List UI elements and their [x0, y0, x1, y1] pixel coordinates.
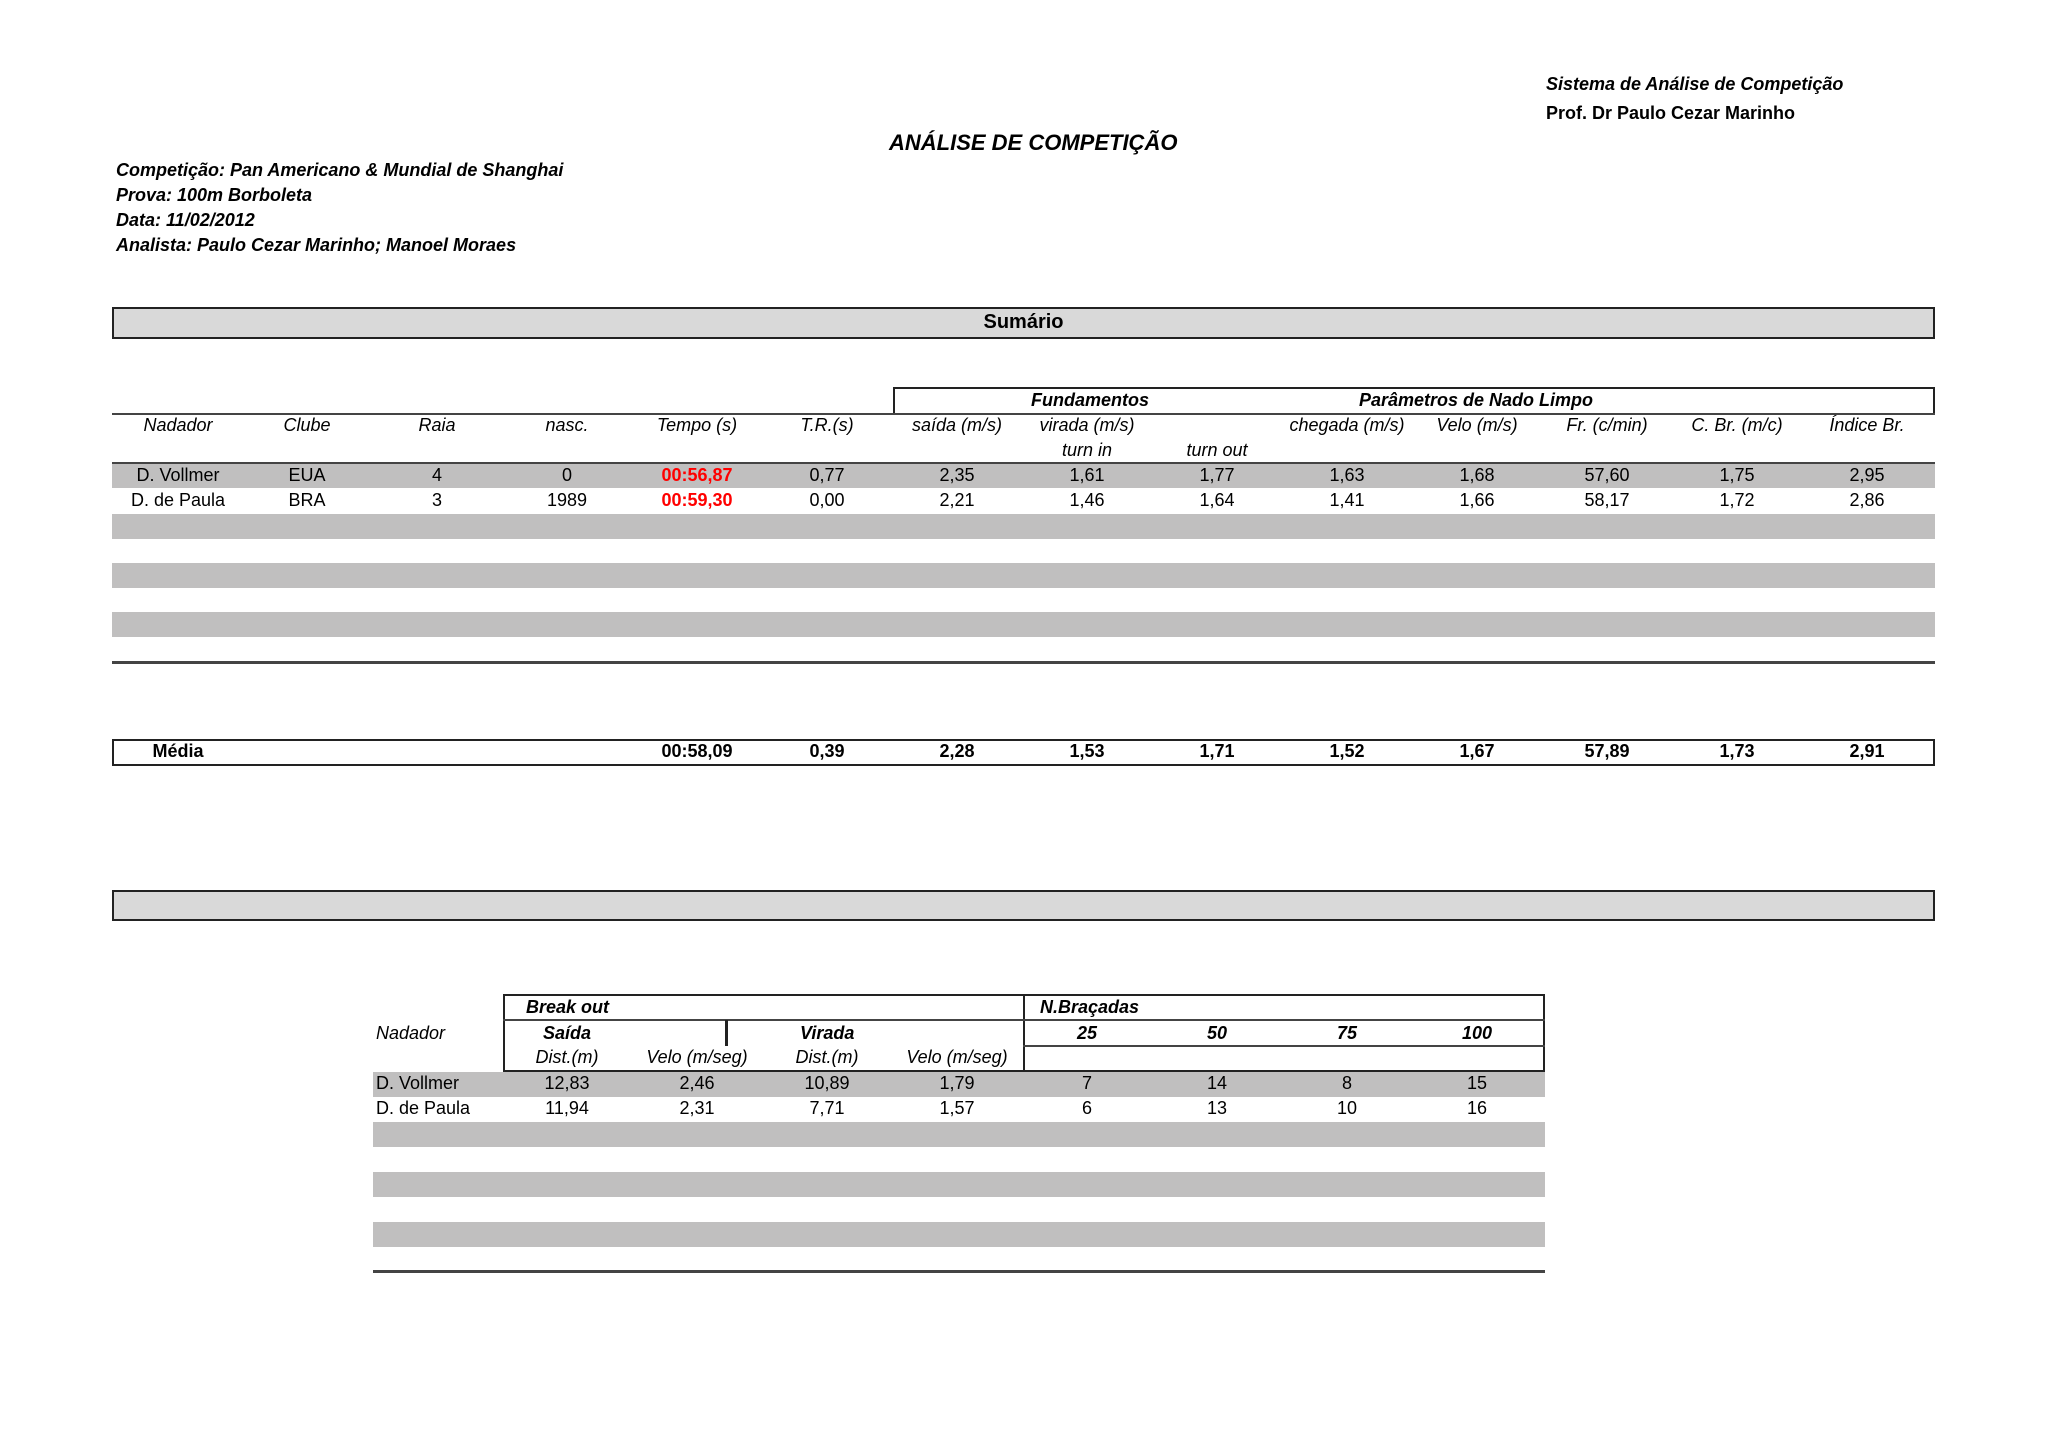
virada-label: Virada	[800, 1023, 855, 1043]
detail-cell-r0-c7: 8	[1341, 1073, 1352, 1093]
summary-cell-r0-c8: 1,77	[1199, 465, 1235, 485]
detail-row-shade-7	[373, 1222, 1545, 1247]
author-name: Prof. Dr Paulo Cezar Marinho	[1546, 103, 1796, 123]
page-title: ANÁLISE DE COMPETIÇÃO	[889, 130, 1178, 155]
rows-bottom-line	[112, 661, 1935, 664]
summary-cell-r0-c10: 1,68	[1459, 465, 1495, 485]
average-cell-0: Média	[152, 741, 204, 761]
summary-header-1: Clube	[283, 415, 331, 435]
summary-cell-r1-c13: 2,86	[1849, 490, 1885, 510]
detail-cell-r1-c8: 16	[1466, 1098, 1488, 1118]
summary-cell-r1-c2: 3	[431, 490, 442, 510]
virada-velo-label: Velo (m/seg)	[906, 1047, 1008, 1067]
detail-swimmer-r0: D. Vollmer	[376, 1073, 460, 1093]
row-shade-3	[112, 514, 1935, 539]
detail-swimmer-r1: D. de Paula	[376, 1098, 471, 1118]
bracadas-sub-line	[1023, 1045, 1545, 1047]
summary-cell-r1-c4: 00:59,30	[661, 490, 733, 510]
summary-title: Sumário	[983, 311, 1064, 333]
average-cell-6: 1,52	[1329, 741, 1365, 761]
summary-header-0: Nadador	[143, 415, 213, 435]
saida-dist-label: Dist.(m)	[535, 1047, 599, 1067]
average-cell-10: 2,91	[1849, 741, 1885, 761]
summary-header-13: Índice Br.	[1829, 415, 1905, 435]
saida-divider	[725, 1020, 728, 1046]
summary-header-10: Velo (m/s)	[1436, 415, 1518, 435]
average-cell-3: 2,28	[939, 741, 975, 761]
summary-cell-r0-c2: 4	[431, 465, 442, 485]
summary-cell-r0-c0: D. Vollmer	[136, 465, 220, 485]
detail-cell-r0-c4: 1,79	[939, 1073, 975, 1093]
summary-cell-r1-c0: D. de Paula	[130, 490, 226, 510]
summary-header-3: nasc.	[545, 415, 589, 435]
system-name: Sistema de Análise de Competição	[1546, 74, 1844, 94]
summary-cell-r0-c5: 0,77	[809, 465, 845, 485]
row-shade-7	[112, 612, 1935, 637]
analyst-label: Analista: Paulo Cezar Marinho; Manoel Moraes	[116, 235, 517, 255]
summary-header-6: saída (m/s)	[911, 415, 1003, 435]
lap-header-25: 25	[1076, 1023, 1098, 1043]
summary-cell-r1-c1: BRA	[288, 490, 326, 510]
bracadas-label: N.Braçadas	[1040, 997, 1140, 1017]
detail-cell-r0-c3: 10,89	[804, 1073, 850, 1093]
group-fundamentos: Fundamentos	[1030, 390, 1149, 410]
detail-cell-r0-c8: 15	[1466, 1073, 1488, 1093]
lap-header-50: 50	[1206, 1023, 1228, 1043]
summary-cell-r0-c12: 1,75	[1719, 465, 1755, 485]
detail-cell-r1-c6: 13	[1206, 1098, 1228, 1118]
summary-cell-r0-c7: 1,61	[1069, 465, 1105, 485]
saida-label: Saída	[543, 1023, 592, 1043]
subheader-turn-out: turn out	[1186, 440, 1248, 460]
average-cell-8: 57,89	[1584, 741, 1630, 761]
summary-cell-r0-c13: 2,95	[1849, 465, 1885, 485]
row-shade-5	[112, 563, 1935, 588]
virada-dist-label: Dist.(m)	[795, 1047, 859, 1067]
detail-cell-r1-c5: 6	[1081, 1098, 1092, 1118]
summary-cell-r0-c6: 2,35	[939, 465, 975, 485]
summary-header-4: Tempo (s)	[656, 415, 738, 435]
detail-row-shade-5	[373, 1172, 1545, 1197]
detail-cell-r0-c2: 2,46	[679, 1073, 715, 1093]
lap-header-75: 75	[1336, 1023, 1358, 1043]
summary-cell-r1-c7: 1,46	[1069, 490, 1105, 510]
date-label: Data: 11/02/2012	[116, 210, 255, 230]
detail-cell-r1-c1: 11,94	[545, 1098, 589, 1118]
detail-cell-r1-c3: 7,71	[809, 1098, 845, 1118]
summary-cell-r1-c10: 1,66	[1459, 490, 1495, 510]
summary-cell-r0-c11: 57,60	[1584, 465, 1630, 485]
detail-nadador-label: Nadador	[376, 1023, 446, 1043]
summary-header-12: C. Br. (m/c)	[1691, 415, 1783, 435]
summary-cell-r1-c5: 0,00	[809, 490, 845, 510]
average-cell-9: 1,73	[1719, 741, 1755, 761]
summary-cell-r1-c6: 2,21	[939, 490, 975, 510]
summary-cell-r0-c3: 0	[561, 465, 572, 485]
summary-cell-r1-c12: 1,72	[1719, 490, 1755, 510]
summary-cell-r1-c9: 1,41	[1329, 490, 1365, 510]
group-parametros: Parâmetros de Nado Limpo	[1358, 390, 1594, 410]
summary-cell-r0-c9: 1,63	[1329, 465, 1365, 485]
summary-cell-r1-c3: 1989	[546, 490, 588, 510]
summary-cell-r0-c4: 00:56,87	[661, 465, 733, 485]
detail-bottom-line	[373, 1270, 1545, 1273]
saida-velo-label: Velo (m/seg)	[646, 1047, 748, 1067]
detail-row-shade-3	[373, 1122, 1545, 1147]
subheader-turn-in: turn in	[1061, 440, 1113, 460]
summary-cell-r1-c8: 1,64	[1199, 490, 1235, 510]
detail-cell-r0-c6: 14	[1206, 1073, 1228, 1093]
detail-cell-r1-c2: 2,31	[679, 1098, 715, 1118]
break-out-label: Break out	[526, 997, 610, 1017]
detail-cell-r1-c7: 10	[1336, 1098, 1358, 1118]
average-cell-1: 00:58,09	[661, 741, 733, 761]
summary-header-9: chegada (m/s)	[1289, 415, 1405, 435]
summary-header-11: Fr. (c/min)	[1566, 415, 1648, 435]
average-cell-2: 0,39	[809, 741, 845, 761]
summary-header-7: virada (m/s)	[1039, 415, 1135, 435]
detail-cell-r0-c5: 7	[1081, 1073, 1092, 1093]
average-cell-5: 1,71	[1199, 741, 1235, 761]
summary-header-5: T.R.(s)	[800, 415, 854, 435]
event-label: Prova: 100m Borboleta	[116, 185, 313, 205]
detail-cell-r1-c4: 1,57	[939, 1098, 975, 1118]
summary-cell-r1-c11: 58,17	[1584, 490, 1630, 510]
detail-cell-r0-c1: 12,83	[544, 1073, 590, 1093]
summary-cell-r0-c1: EUA	[288, 465, 326, 485]
competition-label: Competição: Pan Americano & Mundial de Shanghai	[116, 160, 564, 180]
average-cell-4: 1,53	[1069, 741, 1105, 761]
detail-section-bar	[112, 890, 1935, 921]
detail-header-line	[503, 1019, 1545, 1021]
summary-section-bar	[112, 307, 1935, 339]
average-cell-7: 1,67	[1459, 741, 1495, 761]
lap-header-100: 100	[1461, 1023, 1493, 1043]
summary-header-2: Raia	[418, 415, 456, 435]
